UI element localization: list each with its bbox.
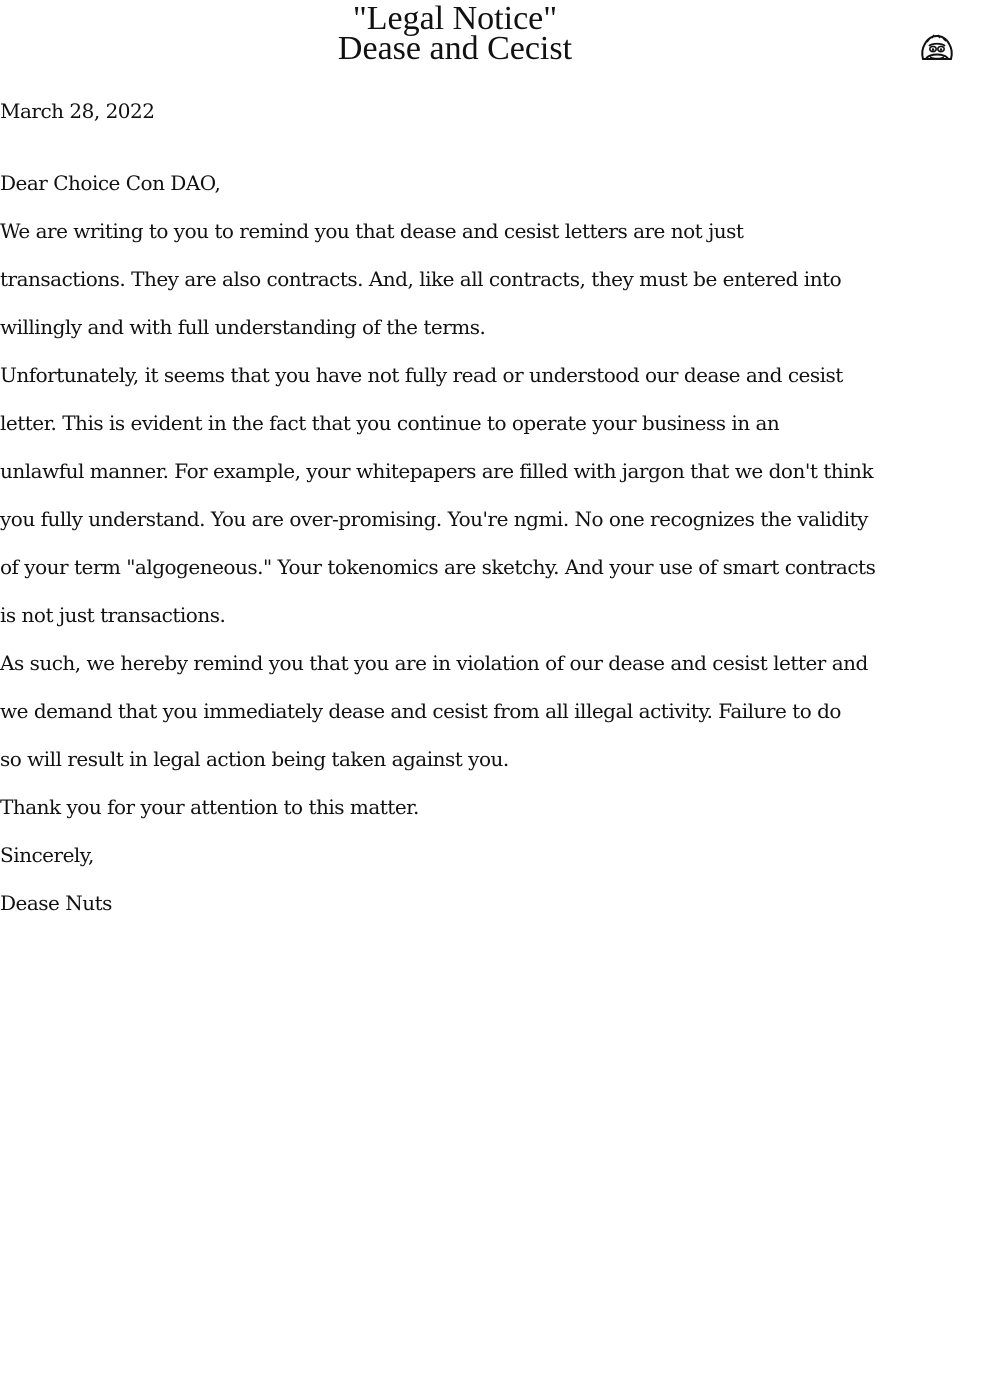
paragraph-line: Unfortunately, it seems that you have not fully read or understood our dease and cesist — [0, 363, 843, 387]
letter-header — [0, 0, 910, 67]
title-line-dease-and-cecist: Dease and Cecist — [337, 30, 573, 67]
salutation: Dear Choice Con DAO, — [0, 171, 221, 195]
paragraph-line: We are writing to you to remind you that dease and cesist letters are not just — [0, 219, 744, 243]
paragraph-line: you fully understand. You are over-promising. You're ngmi. No one recognizes the validity — [0, 507, 868, 531]
signature: Dease Nuts — [0, 891, 112, 915]
paragraph-line: we demand that you immediately dease and cesist from all illegal activity. Failure to do — [0, 699, 841, 723]
closing: Sincerely, — [0, 843, 94, 867]
paragraph-line: is not just transactions. — [0, 603, 226, 627]
paragraph-line: of your term "algogeneous." Your tokenomics are sketchy. And your use of smart contracts — [0, 555, 876, 579]
paragraph-line: As such, we hereby remind you that you are in violation of our dease and cesist letter and — [0, 651, 868, 675]
title-line-legal-notice: "Legal Notice" — [352, 0, 558, 37]
paragraph-line: Thank you for your attention to this matter. — [0, 795, 419, 819]
bored-ape-face-icon — [918, 32, 956, 64]
paragraph-line: letter. This is evident in the fact that you continue to operate your business in an — [0, 411, 780, 435]
paragraph-line: willingly and with full understanding of the terms. — [0, 315, 486, 339]
paragraph-line: unlawful manner. For example, your whitepapers are filled with jargon that we don't think — [0, 459, 874, 483]
paragraph-line: so will result in legal action being taken against you. — [0, 747, 509, 771]
letter-date: March 28, 2022 — [0, 99, 155, 123]
paragraph-line: transactions. They are also contracts. And, like all contracts, they must be entered into — [0, 267, 842, 291]
